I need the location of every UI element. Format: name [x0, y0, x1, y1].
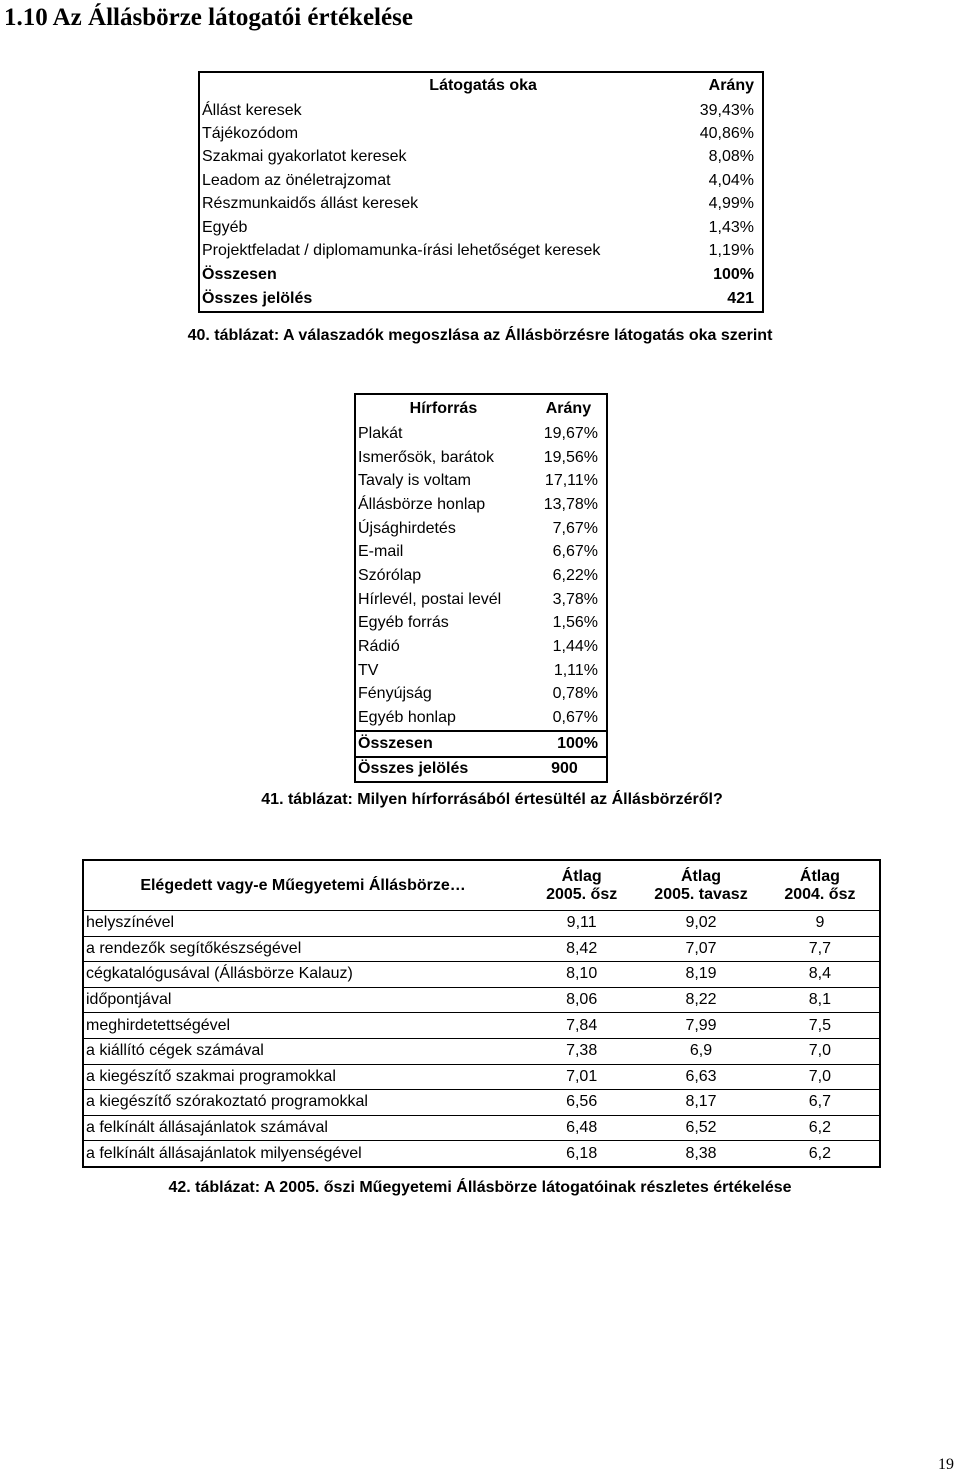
ratio-cell: 100%: [713, 265, 754, 283]
source-cell: E-mail: [358, 543, 404, 561]
avg-2005-autumn-cell: 7,84: [522, 1013, 641, 1039]
table-row: [83, 1013, 880, 1039]
source-cell: Ismerősök, barátok: [358, 448, 495, 466]
aspect-cell: a rendezők segítőkészségével: [83, 936, 522, 962]
avg-2005-autumn-cell: 9,11: [522, 911, 641, 937]
avg-2005-autumn-cell: 6,56: [522, 1090, 641, 1116]
source-cell: Újsághirdetés: [358, 519, 456, 537]
avg-2005-spring-cell: 7,99: [641, 1013, 761, 1039]
ratio-cell: 1,19%: [708, 242, 754, 260]
reason-cell: Összesen: [202, 265, 277, 283]
ratio-cell: 0,67%: [552, 709, 598, 727]
ratio-cell: 6,67%: [552, 543, 598, 561]
visit-reason-table: [198, 71, 764, 313]
ratio-cell: 40,86%: [699, 125, 754, 143]
table-row: [83, 1038, 880, 1064]
table-row: [83, 911, 880, 937]
page-number: 19: [938, 1456, 954, 1473]
table-row: [355, 612, 607, 636]
avg-2005-autumn-cell: 8,06: [522, 987, 641, 1013]
avg-2005-autumn-cell: 8,10: [522, 962, 641, 988]
avg-2005-spring-cell: 9,02: [641, 911, 761, 937]
table-row: [355, 540, 607, 564]
avg-2004-autumn-cell: 8,1: [761, 987, 880, 1013]
table-row: [355, 564, 607, 588]
avg-2005-spring-cell: 8,19: [641, 962, 761, 988]
table-row: [355, 706, 607, 731]
table-row: [83, 1064, 880, 1090]
table-row: [355, 517, 607, 541]
avg-2004-autumn-cell: 6,7: [761, 1090, 880, 1116]
table-row: [355, 493, 607, 517]
column-header-ratio: Arány: [545, 399, 592, 417]
column-header-satisfaction: Elégedett vagy-e Műegyetemi Állásbörze…: [140, 876, 466, 894]
ratio-cell: 39,43%: [699, 101, 754, 119]
source-cell: Egyéb forrás: [358, 614, 449, 632]
table-row: [355, 659, 607, 683]
aspect-cell: meghirdetettségével: [83, 1013, 522, 1039]
header-line2: 2004. ősz: [784, 885, 856, 903]
source-cell: Összes jelölés: [355, 757, 531, 783]
ratio-cell: 13,78%: [543, 495, 598, 513]
ratio-cell: 4,99%: [708, 195, 754, 213]
source-cell: TV: [358, 661, 379, 679]
ratio-cell: 100%: [531, 731, 607, 757]
aspect-cell: a felkínált állásajánlatok számával: [83, 1115, 522, 1141]
header-line1: Átlag: [561, 867, 602, 885]
ratio-cell: 7,67%: [552, 519, 598, 537]
source-cell: Plakát: [358, 424, 403, 442]
news-source-table: [354, 393, 608, 783]
reason-cell: Leadom az önéletrajzomat: [202, 171, 391, 189]
avg-2004-autumn-cell: 6,2: [761, 1115, 880, 1141]
table-row: [355, 731, 607, 757]
header-line1: Átlag: [681, 867, 721, 885]
header-line2: 2005. ősz: [546, 885, 618, 903]
ratio-cell: 1,11%: [553, 661, 598, 679]
avg-2005-spring-cell: 6,52: [641, 1115, 761, 1141]
avg-2005-spring-cell: 6,63: [641, 1064, 761, 1090]
avg-2005-spring-cell: 6,9: [641, 1038, 761, 1064]
table-row: [83, 987, 880, 1013]
table-row: [83, 936, 880, 962]
avg-2005-autumn-cell: 8,42: [522, 936, 641, 962]
reason-cell: Tájékozódom: [202, 125, 299, 143]
ratio-cell: 19,56%: [543, 448, 598, 466]
ratio-cell: 0,78%: [552, 685, 598, 703]
table-row: [199, 193, 763, 216]
avg-2004-autumn-cell: 9: [761, 911, 880, 937]
avg-2005-autumn-cell: 6,18: [522, 1141, 641, 1167]
avg-2005-autumn-cell: 7,38: [522, 1038, 641, 1064]
table-caption-40: 40. táblázat: A válaszadók megoszlása az Állásbörzésre látogatás oka szerint: [187, 327, 773, 344]
reason-cell: Projektfeladat / diplomamunka-írási lehetőséget keresek: [202, 242, 601, 260]
avg-2004-autumn-cell: 7,5: [761, 1013, 880, 1039]
column-header-2005-spring: [641, 860, 761, 911]
reason-cell: Szakmai gyakorlatot keresek: [202, 148, 407, 166]
avg-2005-autumn-cell: 7,01: [522, 1064, 641, 1090]
ratio-cell: 8,08%: [708, 148, 754, 166]
aspect-cell: a kiegészítő szakmai programokkal: [83, 1064, 522, 1090]
aspect-cell: helyszínével: [83, 911, 522, 937]
table-header-row: [355, 394, 607, 422]
header-line2: 2005. tavasz: [654, 885, 748, 903]
aspect-cell: a kiállító cégek számával: [83, 1038, 522, 1064]
avg-2005-spring-cell: 8,38: [641, 1141, 761, 1167]
header-line1: Átlag: [799, 867, 840, 885]
table-row: [355, 469, 607, 493]
column-header-2004-autumn: [761, 860, 880, 911]
avg-2004-autumn-cell: 6,2: [761, 1141, 880, 1167]
table-row: [355, 757, 607, 783]
column-header-ratio: Arány: [708, 77, 754, 94]
table-row: [83, 1090, 880, 1116]
avg-2005-autumn-cell: 6,48: [522, 1115, 641, 1141]
table-row: [199, 169, 763, 192]
table-row: [355, 422, 607, 446]
reason-cell: Összes jelölés: [202, 289, 313, 307]
table-caption-41: 41. táblázat: Milyen hírforrásából értesültél az Állásbörzéről?: [261, 791, 723, 808]
table-row: [199, 263, 763, 287]
ratio-cell: 4,04%: [708, 171, 754, 189]
ratio-cell: 19,67%: [543, 424, 598, 442]
source-cell: Összesen: [355, 731, 531, 757]
table-row: [83, 1141, 880, 1167]
satisfaction-table: [82, 859, 881, 1168]
source-cell: Szórólap: [358, 566, 422, 584]
ratio-cell: 17,11%: [544, 472, 598, 490]
table-row: [199, 99, 763, 122]
table-row: [355, 635, 607, 659]
table-row: [355, 588, 607, 612]
ratio-cell: 6,22%: [552, 566, 598, 584]
aspect-cell: időpontjával: [83, 987, 522, 1013]
table-row: [199, 122, 763, 145]
table-row: [355, 683, 607, 707]
table-row: [199, 239, 763, 262]
avg-2004-autumn-cell: 8,4: [761, 962, 880, 988]
source-cell: Tavaly is voltam: [358, 472, 471, 490]
ratio-cell: 3,78%: [552, 590, 598, 608]
table-header-row: [83, 860, 880, 911]
avg-2004-autumn-cell: 7,0: [761, 1064, 880, 1090]
table-caption-42: 42. táblázat: A 2005. őszi Műegyetemi Állásbörze látogatóinak részletes értékelése: [168, 1179, 792, 1196]
ratio-cell: 1,43%: [708, 218, 754, 236]
table-row: [199, 146, 763, 169]
aspect-cell: cégkatalógusával (Állásbörze Kalauz): [83, 962, 522, 988]
ratio-cell: 1,56%: [552, 614, 598, 632]
table-row: [199, 216, 763, 239]
source-cell: Fényújság: [358, 685, 432, 703]
source-cell: Egyéb honlap: [358, 709, 456, 727]
reason-cell: Részmunkaidős állást keresek: [202, 195, 419, 213]
table-row: [199, 287, 763, 312]
column-header-source: Hírforrás: [409, 399, 478, 417]
column-header-2005-autumn: [522, 860, 641, 911]
avg-2004-autumn-cell: 7,0: [761, 1038, 880, 1064]
aspect-cell: a kiegészítő szórakoztató programokkal: [83, 1090, 522, 1116]
ratio-cell: 1,44%: [552, 638, 598, 656]
source-cell: Hírlevél, postai levél: [358, 590, 502, 608]
avg-2005-spring-cell: 8,22: [641, 987, 761, 1013]
avg-2005-spring-cell: 8,17: [641, 1090, 761, 1116]
source-cell: Rádió: [358, 638, 400, 656]
avg-2005-spring-cell: 7,07: [641, 936, 761, 962]
reason-cell: Állást keresek: [202, 101, 302, 119]
reason-cell: Egyéb: [202, 218, 248, 236]
source-cell: Állásbörze honlap: [358, 495, 486, 513]
section-heading: 1.10 Az Állásbörze látogatói értékelése: [4, 4, 413, 31]
aspect-cell: a felkínált állásajánlatok milyenségével: [83, 1141, 522, 1167]
table-row: [355, 446, 607, 470]
column-header-reason: Látogatás oka: [429, 77, 537, 94]
table-row: [83, 1115, 880, 1141]
ratio-cell: 900: [531, 757, 607, 783]
table-header-row: [199, 72, 763, 99]
table-row: [83, 962, 880, 988]
avg-2004-autumn-cell: 7,7: [761, 936, 880, 962]
ratio-cell: 421: [727, 289, 754, 307]
